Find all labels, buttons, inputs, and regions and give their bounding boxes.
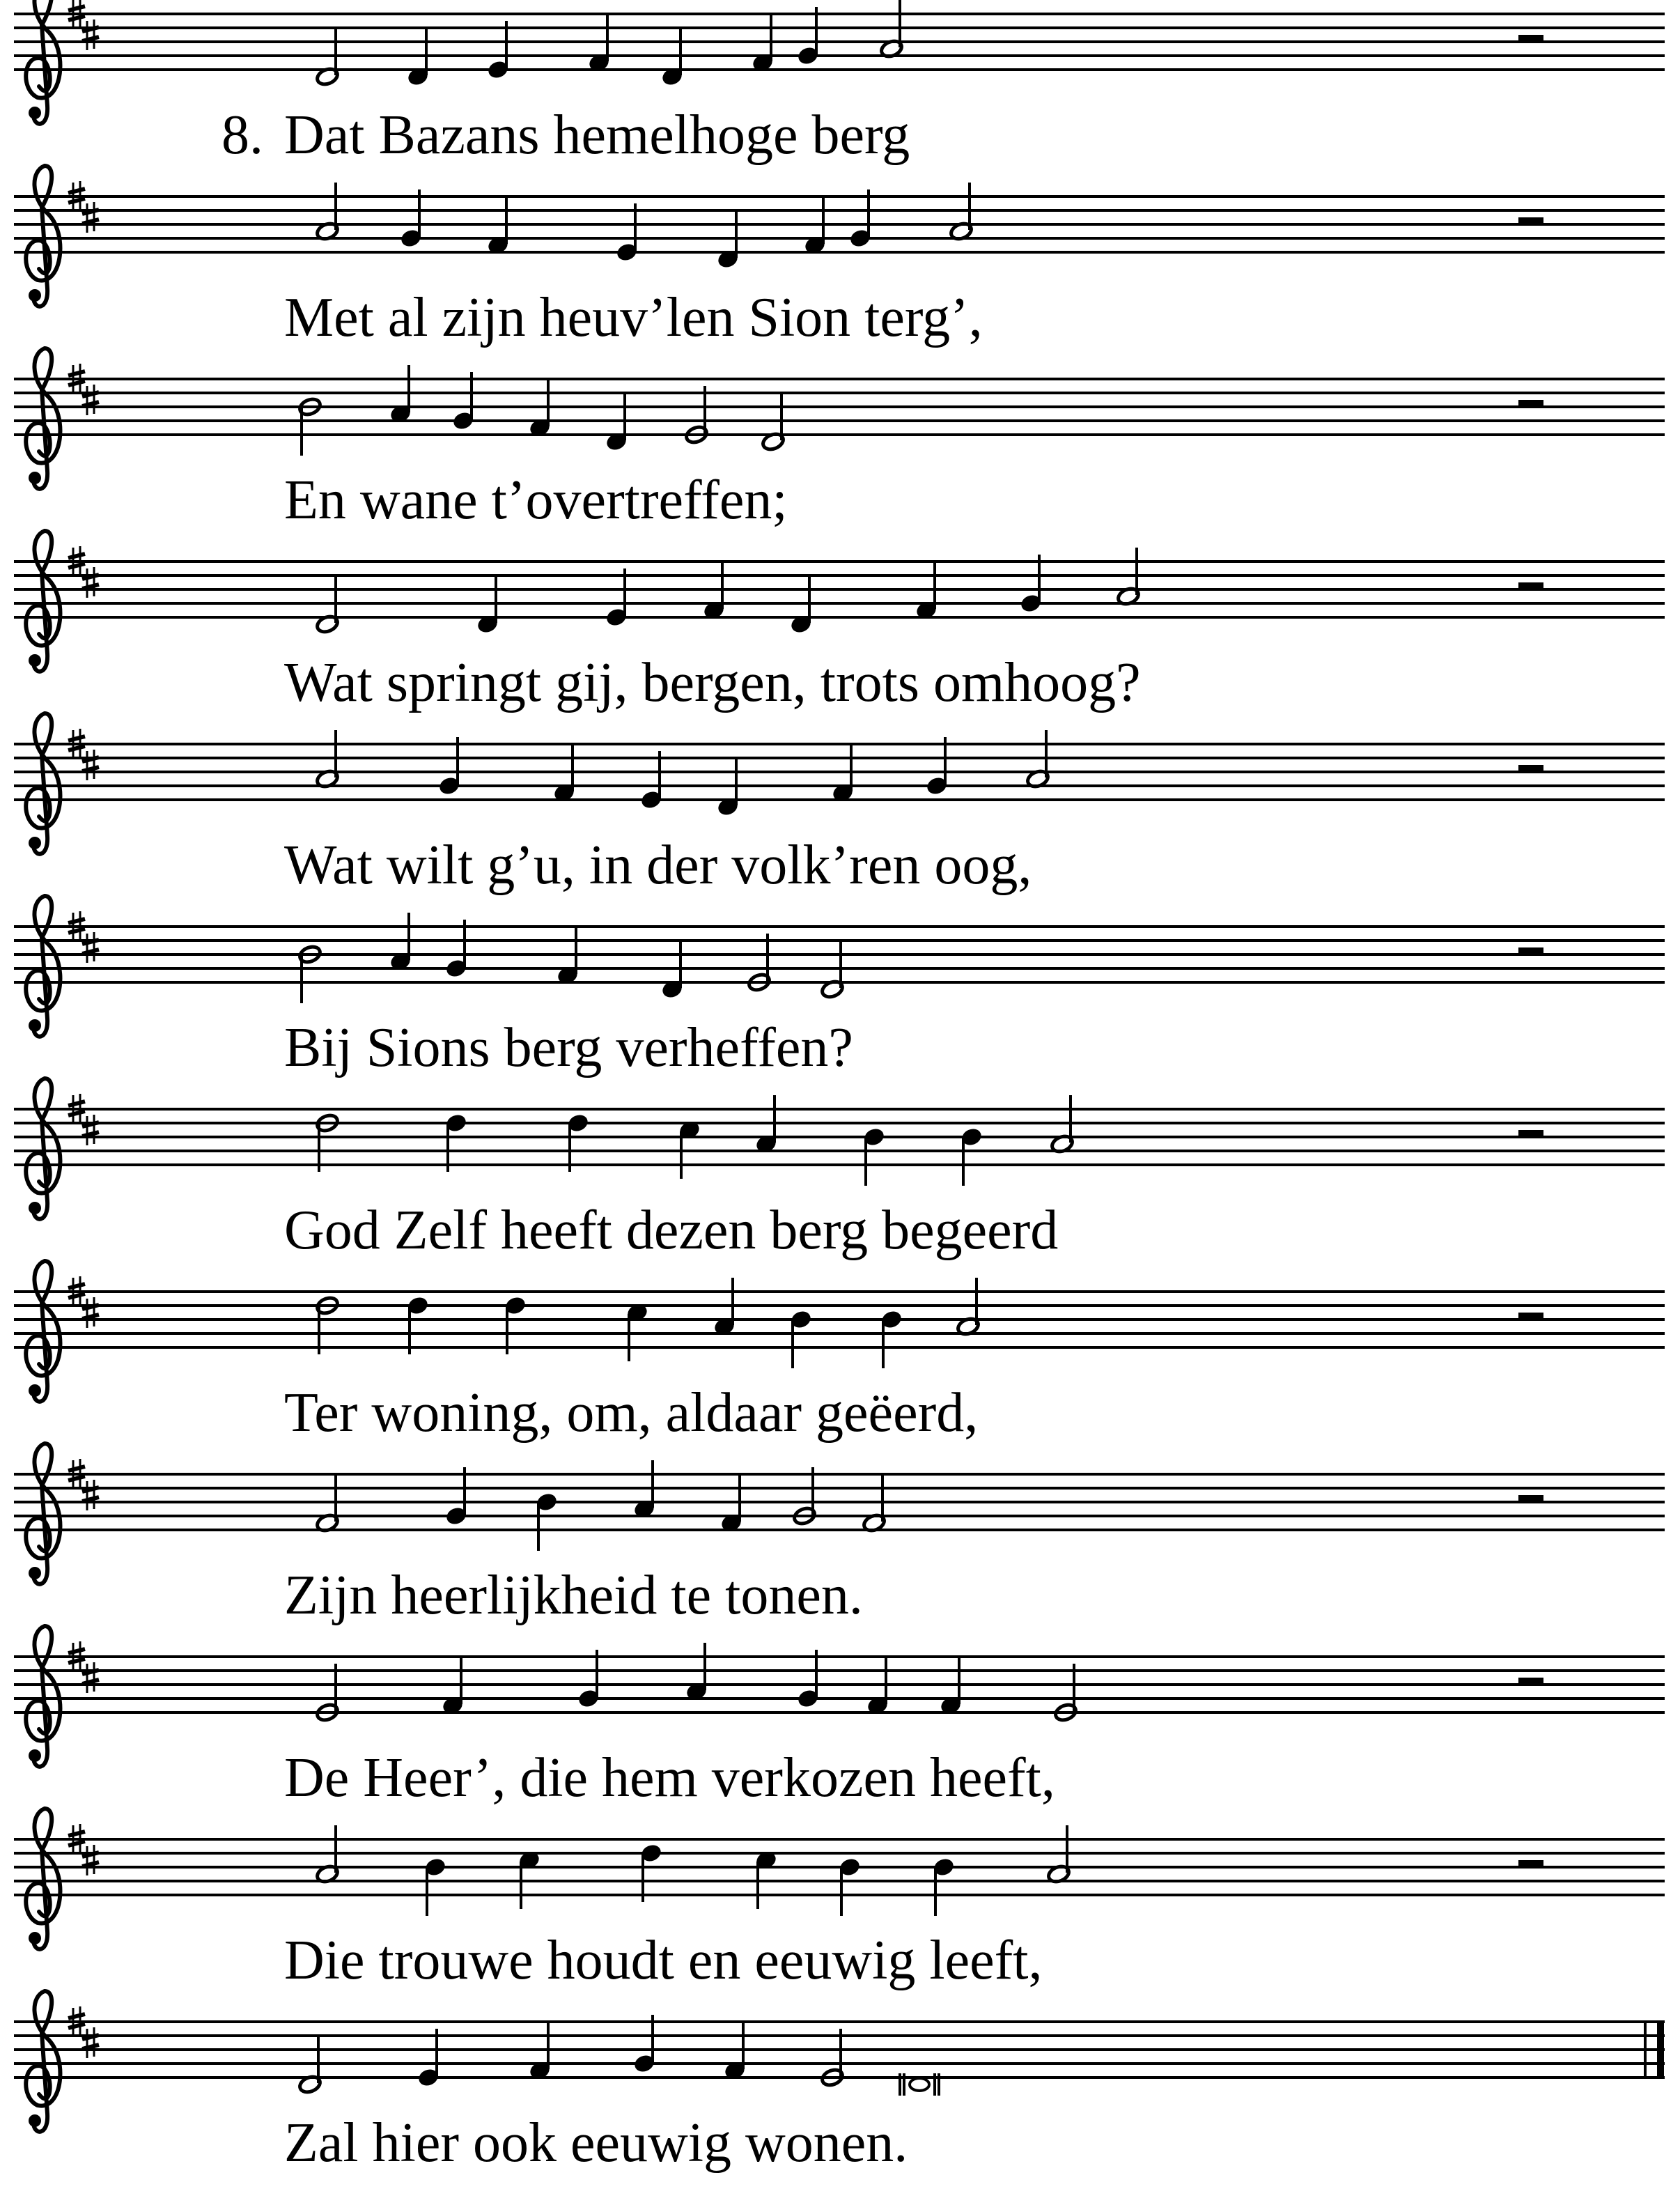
treble-clef-icon — [26, 531, 60, 672]
system-1 — [14, 0, 1665, 166]
note — [792, 1467, 816, 1526]
note — [684, 386, 708, 445]
note — [661, 28, 683, 86]
staff — [14, 1657, 1665, 1712]
note — [1050, 1095, 1074, 1154]
system-10 — [14, 1626, 1665, 1809]
note — [880, 1310, 903, 1368]
note — [724, 2022, 746, 2080]
system-5 — [14, 713, 1665, 896]
note — [755, 1095, 777, 1154]
half-rest-icon — [1518, 217, 1543, 226]
note — [452, 372, 474, 431]
staff — [14, 1474, 1665, 1530]
staff — [14, 196, 1665, 252]
note — [588, 14, 610, 72]
lyric-line: Ter woning, om, aldaar geëerd, — [284, 1382, 979, 1444]
note — [536, 1492, 558, 1551]
verse-number: 8. — [221, 105, 263, 166]
note — [685, 1643, 708, 1701]
note — [747, 934, 771, 993]
note — [879, 0, 903, 59]
note — [504, 1296, 527, 1354]
system-3 — [14, 348, 1665, 531]
note — [315, 730, 339, 789]
lyric-line: Zijn heerlijkheid te tonen. — [284, 1565, 863, 1626]
note — [752, 14, 774, 72]
note — [445, 1113, 467, 1172]
note — [518, 1850, 540, 1909]
note — [407, 28, 429, 86]
note — [417, 2029, 440, 2087]
half-rest-icon — [1518, 1678, 1543, 1686]
note — [839, 1857, 861, 1916]
note — [577, 1650, 600, 1708]
note — [797, 7, 819, 65]
note — [640, 751, 662, 810]
staff — [14, 1109, 1665, 1165]
treble-clef-icon — [26, 1261, 60, 1402]
note — [315, 1664, 339, 1723]
lyric-line: Dat Bazans hemelhoge berg — [284, 105, 910, 166]
treble-clef-icon — [26, 0, 60, 124]
note — [315, 183, 339, 242]
note — [529, 2022, 551, 2080]
treble-clef-icon — [26, 1444, 60, 1584]
note — [557, 927, 579, 985]
note — [487, 196, 509, 255]
note — [529, 379, 551, 438]
note — [713, 1278, 736, 1336]
note — [640, 1843, 662, 1902]
note — [717, 210, 739, 269]
half-rest-icon — [1518, 1860, 1543, 1869]
note — [755, 1850, 777, 1909]
system-9 — [14, 1444, 1665, 1626]
note — [960, 1127, 983, 1186]
note — [445, 920, 467, 978]
note — [389, 913, 412, 971]
note — [400, 189, 422, 248]
note — [804, 196, 826, 255]
note — [407, 1296, 429, 1354]
lyric-line: God Zelf heeft dezen berg begeerd — [284, 1200, 1059, 1261]
note — [761, 393, 785, 452]
note — [315, 575, 339, 635]
note — [790, 1310, 812, 1368]
half-rest-icon — [1518, 1313, 1543, 1321]
system-12 — [14, 1991, 1665, 2174]
note — [933, 1857, 955, 1916]
note — [661, 941, 683, 999]
staff — [14, 379, 1665, 435]
note — [487, 21, 509, 79]
treble-clef-icon — [26, 348, 60, 489]
system-8 — [14, 1261, 1665, 1444]
system-6 — [14, 896, 1665, 1078]
note — [926, 737, 948, 796]
lyric-line: Met al zijn heuv’len Sion terg’, — [284, 287, 983, 348]
note — [949, 183, 973, 242]
system-7 — [14, 1078, 1665, 1261]
lyric-line: Wat wilt g’u, in der volk’ren oog, — [284, 835, 1032, 896]
note — [863, 1127, 885, 1186]
lyric-line: De Heer’, die hem verkozen heeft, — [284, 1747, 1055, 1809]
note — [297, 396, 322, 456]
treble-clef-icon — [26, 896, 60, 1037]
note — [1046, 1825, 1071, 1885]
lyric-line: Wat springt gij, bergen, trots omhoog? — [284, 652, 1141, 713]
note — [1025, 730, 1050, 789]
note — [424, 1857, 446, 1916]
note — [633, 2015, 655, 2073]
note — [476, 575, 499, 634]
note — [315, 1295, 339, 1354]
half-rest-icon — [1518, 1130, 1543, 1138]
note — [605, 393, 628, 451]
lyric-line: Die trouwe houdt en eeuwig leeft, — [284, 1930, 1043, 1991]
note — [315, 1113, 339, 1172]
note — [389, 365, 412, 424]
note — [442, 1657, 464, 1715]
treble-clef-icon — [26, 713, 60, 854]
note — [915, 562, 938, 620]
staff — [14, 1839, 1665, 1895]
note — [315, 28, 339, 87]
note — [297, 944, 322, 1003]
note — [862, 1474, 886, 1533]
treble-clef-icon — [26, 1078, 60, 1219]
note — [956, 1278, 980, 1337]
note — [849, 189, 871, 248]
note — [605, 568, 628, 627]
lyric-line: Zal hier ook eeuwig wonen. — [284, 2112, 908, 2174]
note — [866, 1657, 889, 1715]
note — [717, 758, 739, 817]
staff — [14, 562, 1665, 617]
note — [820, 941, 844, 1000]
half-rest-icon — [1518, 947, 1543, 956]
note — [832, 744, 854, 803]
system-11 — [14, 1809, 1665, 1991]
lyric-line: Bij Sions berg verheffen? — [284, 1017, 853, 1078]
note — [553, 744, 575, 803]
note — [1020, 555, 1042, 613]
system-2 — [14, 166, 1665, 348]
note — [820, 2029, 844, 2088]
system-4 — [14, 531, 1665, 713]
half-rest-icon — [1518, 1495, 1543, 1503]
note — [790, 575, 812, 634]
note — [940, 1657, 962, 1715]
lyric-line: En wane t’overtreffen; — [284, 470, 788, 531]
note — [616, 203, 638, 262]
note — [703, 562, 725, 620]
note — [445, 1467, 467, 1526]
note — [797, 1650, 819, 1708]
note — [315, 1474, 339, 1533]
note — [1053, 1664, 1078, 1723]
half-rest-icon — [1518, 765, 1543, 773]
staff — [14, 14, 1665, 70]
note — [678, 1120, 701, 1179]
note — [315, 1825, 339, 1885]
note — [567, 1113, 589, 1172]
treble-clef-icon — [26, 1991, 60, 2132]
note — [720, 1474, 742, 1533]
treble-clef-icon — [26, 166, 60, 307]
note — [438, 737, 460, 796]
note — [626, 1303, 648, 1361]
treble-clef-icon — [26, 1809, 60, 1949]
half-rest-icon — [1518, 35, 1543, 43]
note — [1116, 548, 1140, 607]
half-rest-icon — [1518, 400, 1543, 408]
half-rest-icon — [1518, 582, 1543, 591]
note — [633, 1460, 655, 1519]
note — [297, 2036, 322, 2095]
treble-clef-icon — [26, 1626, 60, 1767]
staff — [14, 1292, 1665, 1347]
